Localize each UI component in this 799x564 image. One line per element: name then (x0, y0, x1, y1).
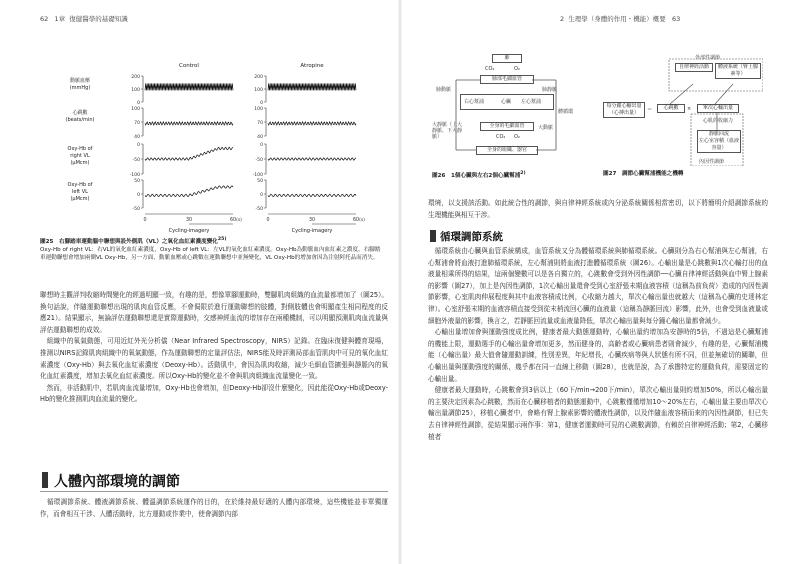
aorta-label: 大動脈 (538, 125, 554, 131)
right-paragraph-2: 心輸出量增加會與運動強度成比例，健康者最大動態運動時，心輸出量約增加為安靜時的5倍，不過這是心臟幫浦的機能上限，運動選手的心輸出量會增加更多，然而健身的，高齡者或心臟病患者則會減少，有趣的是，心臟幫浦機能（心輸出量）最大值會隨運動訓練，性別差異，年紀增長，心臟疾病等與人狀態有所不同，但並無確切的關聯，但心輸出量與運動強度的關係，幾乎都在同一直線上移動（圖28），也就是說，為了承擔特定的運動負荷，需要固定的心輸出量。 (428, 328, 768, 383)
left-paragraph-3: 然而，非活動肌中，若肌肉血流量增加，Oxy-Hb也會增加，但Deoxy-Hb卻沒什麼變化，因此能從Oxy-Hb或Deoxy-Hb的變化推測肌肉血流量的變化。 (40, 383, 388, 404)
row-label-0-0: 動脈血壓 (69, 78, 91, 84)
row-label-0-1: (mmHg) (69, 85, 91, 91)
tick-1-0-2: 40 (134, 135, 140, 140)
cardiac-output-box: 每分鐘心輸出量（心搏出量） (603, 102, 645, 118)
autonomic-box: 自律神經活動 (675, 63, 713, 72)
contractility-label: 心肌的收縮力 (703, 118, 734, 124)
pulmonary-vein-label: 肺靜脈 (542, 87, 558, 93)
trace-1-1 (268, 122, 356, 125)
right-paragraph-1: 循環系統由心臟與血管系統構成，血管系統又分為體循環系統與肺循環系統。心臟則分為右心幫浦與左心幫浦，右心幫浦會將血液打進肺循環系統，左心幫浦則將血液打進體循環系統（圖26）。心輸出量是心跳數與1次心輸打出的血液量相乘所得的結果，這兩個變數可以是各自獨立的，心跳數會受到外因性調節──心臟自律神經活動與血中腎上腺素的影響（圖27），加上是內因性調節，1次心輸出量還會受到心室舒張末期血液容積（這稱為前負荷）造成的內因性調節影響，心室肌肉伸展程度與其中血液容積成比例，心收縮力越大，單次心輸出量也就越大（這稱為心臟的史達林定律）。心室舒張末期的血液容積直接受到從末梢流回心臟的血液量（這稱為靜脈回流）影響，此外，也會受到血液量或細胞外液量的影響，換言之，若靜脈回流量或血液量降低，單次心輸出量與每分鐘心輸出量都會減少。 (428, 247, 768, 325)
x-tick-1-2: 60 (352, 218, 360, 223)
right-paragraph-3: 健康者最大運動時，心跳數會到3倍以上（60下/min→200下/min），單次心輸出量則約增加50%，所以心輸出量的主要決定因素為心跳數，然而在心臟移植者的動態運動中，心跳數僅僅增加10～20%左右，心輸出量主要由單次心輸出量調節25），移植心臟者中，會略有腎上腺素影響的體液性調節，以及伴隨血液容積而來的內因性調節，但已失去自律神經性調節，從結果顯示兩作事：第1，健康者運動時可見的心跳數調節，有賴於自律神經活動；第2，心臟移植者 (428, 386, 768, 441)
row-label-1-1: (beats/min) (65, 117, 95, 123)
equals-sign: ＝ (647, 107, 653, 113)
left-paragraph-2: 組織中的氧氣動態，可用近紅外光分析儀（Near Infrared Spectroscopy，NIRS）記錄。在臨床復健與體育現場，推測以NIRS記錄肌肉組織中的氧氣動態，作為運動聯想的定量評估法，NIRS能及時評測局部血管肌肉中可見的氧化血紅素濃度（Oxy-Hb）與去氧化血紅素濃度（Deoxy-Hb）。活動肌中，會因為肌肉收縮，減少毛細血管擴張與靜脈內的氧化血紅素濃度，增加去氧化血紅素濃度。所以Oxy-Hb的變化並不會與肌肉組織血流量變化一致。 (40, 337, 388, 381)
external-regulation-label: 外部性調節 (695, 55, 721, 61)
tick-0-0-0: 200 (131, 75, 140, 80)
left-chapter-title: 復健醫學的基礎知識 (69, 15, 128, 23)
panel-title-1: Atropine (300, 63, 324, 69)
trace-3-1 (268, 194, 356, 196)
tick-2-0-2: -100 (129, 173, 140, 178)
tick-0-1-1: 100 (254, 88, 263, 93)
right-heart-pump: 右心幫浦 (464, 99, 485, 105)
heart-label: 心臟 (501, 99, 512, 105)
figure-26-arrows (430, 50, 590, 168)
tick-2-0-0: 0 (137, 143, 140, 148)
x-label-1: Cycling-imagery (291, 228, 333, 234)
row-label-1-0: 心跳數 (72, 110, 88, 116)
figure-25-caption (40, 236, 385, 262)
x-unit-0: (s) (236, 218, 242, 223)
trace-1-0 (145, 122, 233, 125)
systemic-capillary-box: 全身的毛細血管 (480, 122, 534, 131)
figure-25-ref: 25) (217, 237, 227, 242)
row-label-3-0: Oxy-Hb of (67, 182, 93, 188)
hormone-box: 體液系統（腎上腺素等） (715, 63, 761, 79)
x-tick-1-0: 0 (266, 218, 270, 223)
figure-26-caption (432, 170, 526, 180)
left-bottom-paragraph: 循環調節系統、體液調節系統、體溫調節系統運作的目的，在於維持最好適的人體內部環境，這些機能並非單獨運作，而會相互干涉、人體活動時，比方運動或作業中，使會調節內部 (40, 498, 388, 518)
tick-2-1-1: -50 (255, 158, 263, 163)
fig26-co2-label: CO₂ (496, 134, 506, 140)
right-header (560, 14, 680, 23)
panel-title-0: Control (179, 63, 199, 69)
figure-25-graph (40, 58, 385, 236)
left-paragraph-1: 聯想時主觀評判收縮時間變化的經過明顯一致，有趣的是，想像單腳運動時，雙腳肌肉組織的血流量都增加了（圖25）。換句話說，伴隨運動聯想出現的肌肉血管反應，不會侷限於進行運動聯想的肢體，對側肢體也會明顯產生相同程度的反應21）。結果顯示，無論評估運動聯想還是實際運動時，交感神經血流的增加存在兩種機制，可以明顯預測肌肉血流量與評估運動聯想的成效。 (40, 291, 388, 334)
tick-1-0-0: 100 (131, 107, 140, 112)
figure-25-caption-title: 圖25 右腳踏車運動腦中聯想與設外側肌（VL）之氧化血紅素濃度變化 (40, 238, 218, 245)
page-gutter (398, 0, 402, 564)
figure-27-arrows (603, 54, 763, 166)
co2-label: CO₂ (485, 66, 495, 72)
venous-return-label: 靜脈回流 (708, 131, 729, 137)
heart-rate-box: 心跳數 (657, 104, 685, 113)
tick-0-0-1: 100 (131, 88, 140, 93)
right-chapter-title: 生理學（身體的作用・機能）概要 (568, 15, 666, 23)
tick-3-0-1: 0 (137, 193, 140, 198)
x-tick-1-1: 30 (308, 218, 316, 223)
section-marker-right (430, 230, 436, 242)
right-body-text (428, 246, 768, 443)
tick-3-1-1: 0 (260, 193, 263, 198)
tick-1-0-1: 70 (134, 121, 140, 126)
trace-2-1 (268, 158, 356, 160)
section-marker (42, 472, 48, 488)
tick-3-0-0: 50 (134, 179, 140, 184)
right-chapter: 2 (560, 15, 565, 23)
left-heart-pump: 左心幫浦 (521, 99, 542, 105)
figure-27 (603, 54, 763, 166)
internal-regulation-label: 內因性調節 (699, 159, 725, 165)
pulmonary-artery-label: 肺動脈 (436, 87, 452, 93)
x-tick-0-2: 60 (229, 218, 237, 223)
figure-26 (430, 50, 590, 168)
trace-3-0 (145, 186, 233, 197)
left-chapter: 1章 (54, 15, 66, 23)
pulmonary-capillary-box: 肺部毛細血管 (480, 75, 534, 84)
fig26-o2-label: O₂ (514, 134, 520, 140)
tick-0-0-2: 0 (137, 101, 140, 106)
row-label-2-2: (μMcm) (70, 160, 90, 166)
times-sign: × (687, 106, 692, 112)
figure-27-caption: 圖27 調節心臟幫浦機能之機轉 (603, 171, 684, 177)
left-header (40, 14, 128, 23)
section-underline (40, 491, 388, 492)
tick-2-1-2: -100 (252, 173, 263, 178)
right-intro-paragraph: 環境，以支援該活動。如此統合性的調節，與自律神經系統或內分泌系統關係相當密切，以下將簡明介紹調節系統的生理機能與相互干涉。 (428, 199, 768, 219)
tick-2-0-1: -50 (132, 158, 140, 163)
x-tick-0-0: 0 (143, 218, 147, 223)
x-label-0: Cycling-imagery (168, 228, 210, 234)
section-title-left: 人體內部環境的調節 (54, 474, 180, 490)
lung-box: 肺 (492, 54, 522, 63)
tick-1-1-1: 70 (257, 121, 263, 126)
x-tick-0-1: 30 (185, 218, 193, 223)
trace-0-1 (268, 83, 356, 90)
figure-26-ref: 2) (520, 171, 526, 176)
figure-25-plots (66, 63, 366, 234)
tick-0-1-2: 0 (260, 101, 263, 106)
tick-2-1-0: 0 (260, 143, 263, 148)
section-title-right: 循環調節系統 (440, 231, 503, 243)
row-label-2-0: Oxy-Hb of (67, 146, 93, 152)
left-body-text (40, 290, 388, 406)
x-unit-1: (s) (359, 218, 365, 223)
tick-3-0-2: -50 (132, 207, 140, 212)
trace-0-0 (145, 83, 233, 90)
row-label-3-1: left VL (72, 189, 88, 195)
tick-0-1-0: 200 (254, 75, 263, 80)
row-label-3-2: (μMcm) (70, 196, 90, 202)
o2-label: O₂ (514, 66, 520, 72)
right-page-number: 63 (671, 15, 681, 23)
tick-3-1-2: -50 (255, 207, 263, 212)
figure-25 (40, 58, 385, 236)
preload-label: 左心室容積（血液容量） (698, 138, 739, 151)
left-page-number: 62 (40, 15, 49, 23)
organs-box: 全身的組織、器官 (476, 146, 538, 155)
trace-2-0 (145, 147, 233, 160)
vena-cava-label: 大靜脈（上大靜脈、下大靜脈） (432, 122, 463, 140)
stroke-volume-box: 單次心輸出量 (697, 104, 739, 113)
tick-1-1-2: 40 (257, 135, 263, 140)
tick-3-1-0: 50 (257, 179, 263, 184)
row-label-2-1: right VL (70, 153, 90, 159)
tick-1-1-0: 100 (254, 107, 263, 112)
figure-26-caption-text: 圖26 1個心臟與左右2個心臟幫浦 (432, 172, 521, 179)
high-pressure-label: 體循環 (558, 109, 574, 115)
figure-25-caption-body: Oxy-Hb of right VL：右VL的氧化血紅素濃度，Oxy-Hb of left VL：左VL的氧化血紅素濃度。Oxy-Hb為動脈血內血紅素之濃度，右腳踏車運動聯想會增加兩側VL Oxy-Hb，另一方面，動脈血壓或心跳數在運動聯想中並無變化，VL Oxy-Hb的增加會因為注射阿托品而消失。 (40, 247, 381, 262)
